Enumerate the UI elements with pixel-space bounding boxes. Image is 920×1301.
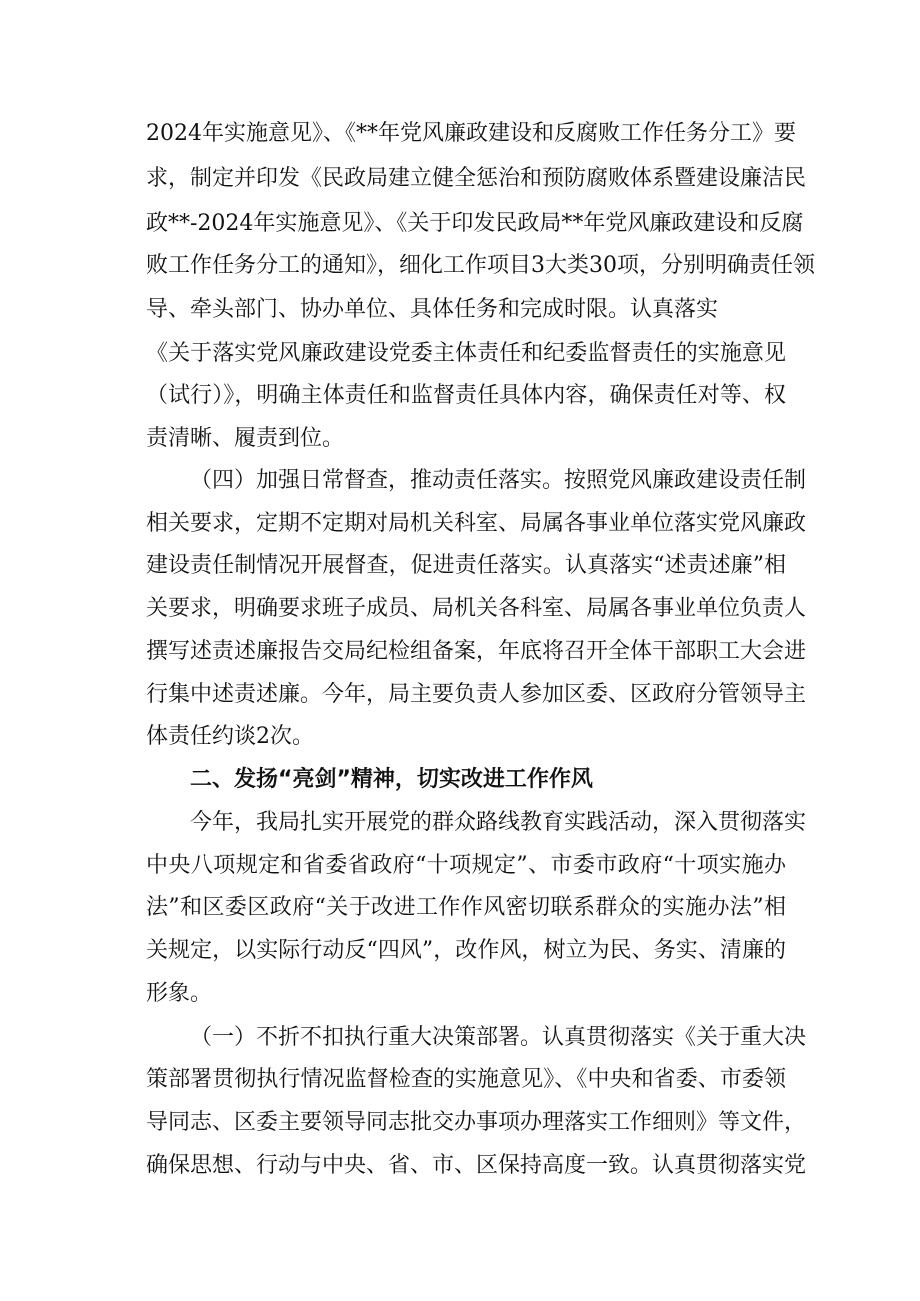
- paragraph-first-line: （四）加强日常督查，推动责任落实。按照党风廉政建设责任制: [190, 468, 807, 493]
- text-line: 策部署贯彻执行情况监督检查的实施意见》、《中央和省委、市委领: [146, 1067, 786, 1092]
- text-line: 相关要求，定期不定期对局机关科室、局属各事业单位落实党风廉政: [146, 511, 807, 536]
- text-line: 行集中述责述廉。今年，局主要负责人参加区委、区政府分管领导主: [146, 682, 807, 707]
- text-line: 导、牵头部门、协办单位、具体任务和完成时限。认真落实: [146, 297, 719, 322]
- text-line: 撰写述责述廉报告交局纪检组备案，年底将召开全体干部职工大会进: [146, 639, 807, 664]
- text-line: 导同志、区委主要领导同志批交办事项办理落实工作细则》等文件，: [146, 1110, 807, 1135]
- text-line: 建设责任制情况开展督查，促进责任落实。认真落实“述责述廉”相: [146, 553, 786, 578]
- text-line: 责清晰、履责到位。: [146, 426, 345, 451]
- text-line: 2024年实施意见》、《**年党风廉政建设和反腐败工作任务分工》要: [146, 121, 796, 146]
- text-line: 政**-2024年实施意见》、《关于印发民政局**年党风廉政建设和反腐: [146, 211, 804, 236]
- text-line: 求，制定并印发《民政局建立健全惩治和预防腐败体系暨建设廉洁民: [146, 166, 807, 191]
- section-heading: 二、发扬“亮剑”精神，切实改进工作作风: [190, 767, 593, 792]
- text-line: 败工作任务分工的通知》，细化工作项目3大类30项，分别明确责任领: [146, 253, 815, 278]
- text-line: 确保思想、行动与中央、省、市、区保持高度一致。认真贯彻落实党: [146, 1153, 807, 1178]
- text-line: 形象。: [146, 981, 213, 1006]
- text-line: 中央八项规定和省委省政府“十项规定”、市委市政府“十项实施办: [146, 853, 786, 878]
- text-line: 体责任约谈2次。: [146, 724, 314, 749]
- text-line: 《关于落实党风廉政建设党委主体责任和纪委监督责任的实施意见: [146, 341, 786, 366]
- paragraph-first-line: 今年，我局扎实开展党的群众路线教育实践活动，深入贯彻落实: [190, 810, 807, 835]
- text-line: 法”和区委区政府“关于改进工作作风密切联系群众的实施办法”相: [146, 895, 786, 920]
- text-line: 关要求，明确要求班子成员、局机关各科室、局属各事业单位负责人: [146, 596, 807, 621]
- paragraph-first-line: （一）不折不扣执行重大决策部署。认真贯彻落实《关于重大决: [190, 1025, 807, 1050]
- text-line: 关规定，以实际行动反“四风”，改作风，树立为民、务实、清廉的: [146, 938, 786, 963]
- text-line: （试行）》，明确主体责任和监督责任具体内容，确保责任对等、权: [146, 383, 786, 408]
